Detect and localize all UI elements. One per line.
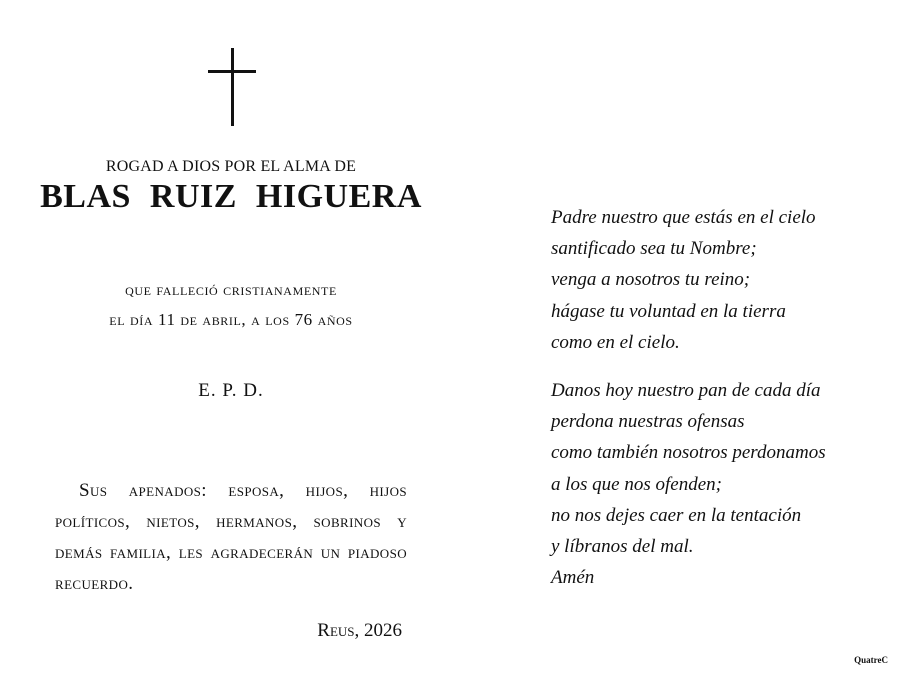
mourners-text: Sus apenados: esposa, hijos, hijos políticos, nietos, hermanos, sobrinos y demás familia, les agradecerán un piadoso recuerdo. (55, 480, 407, 594)
prayer-stanza-1 (551, 202, 871, 358)
place-year: Reus, 2026 (317, 620, 402, 641)
prayer-stanza-2 (551, 375, 871, 593)
prayer-line: santificado sea tu Nombre; (551, 238, 757, 260)
cross-horizontal-bar (208, 70, 256, 73)
prayer-line: Amén (551, 567, 595, 589)
prayer-panel (551, 202, 871, 593)
prayer-line: hágase tu voluntad en la tierra (551, 300, 786, 322)
prayer-line: como en el cielo. (551, 331, 680, 353)
prayer-line: no nos dejes caer en la tentación (551, 504, 802, 526)
intro-text: ROGAD A DIOS POR EL ALMA DE (105, 158, 357, 175)
cross-icon (208, 48, 256, 126)
passed-line-1: que falleció cristianamente (125, 280, 337, 299)
brand-mark: QuatreC (854, 655, 888, 665)
prayer-line: perdona nuestras ofensas (551, 411, 745, 433)
prayer-line: y líbranos del mal. (551, 536, 694, 558)
prayer-line: venga a nosotros tu reino; (551, 269, 751, 291)
prayer-line: Danos hoy nuestro pan de cada día (551, 380, 821, 402)
prayer-line: Padre nuestro que estás en el cielo (551, 207, 816, 228)
deceased-name: BLAS RUIZ HIGUERA (40, 178, 422, 215)
epd-text: E. P. D. (198, 380, 264, 401)
cross-vertical-bar (231, 48, 234, 126)
prayer-line: como también nosotros perdonamos (551, 442, 826, 464)
passed-line-2: el día 11 de abril, a los 76 años (109, 310, 353, 329)
prayer-line: a los que nos ofenden; (551, 473, 722, 495)
